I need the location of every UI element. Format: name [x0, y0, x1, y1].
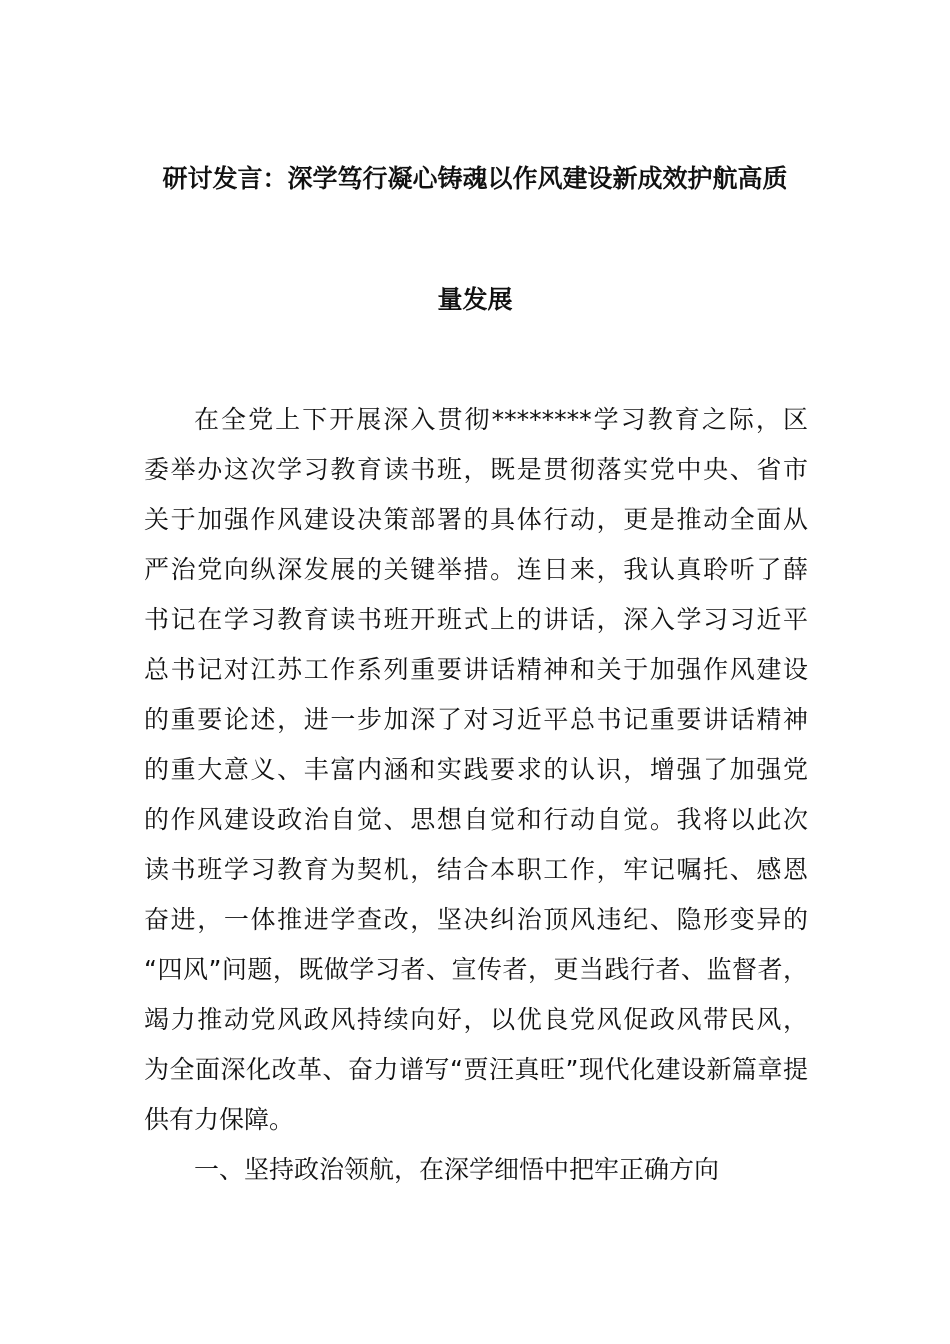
document-title-line-2: 量发展 — [437, 285, 513, 314]
document-title-line-1: 研讨发言：深学笃行凝心铸魂以作风建设新成效护航高质 — [162, 164, 788, 193]
paragraph-line: “四风”问题，既做学习者、宣传者，更当践行者、监督者， — [144, 955, 808, 984]
paragraph-line: 严治党向纵深发展的关键举措。连日来，我认真聆听了薛 — [144, 555, 808, 584]
paragraph-line: 为全面深化改革、奋力谱写“贾汪真旺”现代化建设新篇章提 — [144, 1055, 808, 1084]
paragraph-line: 在全党上下开展深入贯彻********学习教育之际，区 — [194, 405, 808, 434]
paragraph-line: 委举办这次学习教育读书班，既是贯彻落实党中央、省市 — [144, 455, 808, 484]
paragraph-line: 供有力保障。 — [144, 1105, 295, 1134]
paragraph-line: 关于加强作风建设决策部署的具体行动，更是推动全面从 — [144, 505, 808, 534]
paragraph-line: 竭力推动党风政风持续向好，以优良党风促政风带民风， — [144, 1005, 808, 1034]
section-heading: 一、坚持政治领航，在深学细悟中把牢正确方向 — [194, 1155, 720, 1184]
paragraph-line: 的重要论述，进一步加深了对习近平总书记重要讲话精神 — [144, 705, 808, 734]
paragraph-line: 读书班学习教育为契机，结合本职工作，牢记嘱托、感恩 — [144, 855, 808, 884]
paragraph-line: 书记在学习教育读书班开班式上的讲话，深入学习习近平 — [144, 605, 808, 634]
paragraph-line: 奋进，一体推进学查改，坚决纠治顶风违纪、隐形变异的 — [144, 905, 808, 934]
paragraph-line: 的作风建设政治自觉、思想自觉和行动自觉。我将以此次 — [144, 805, 808, 834]
paragraph-line: 总书记对江苏工作系列重要讲话精神和关于加强作风建设 — [144, 655, 808, 684]
paragraph-line: 的重大意义、丰富内涵和实践要求的认识，增强了加强党 — [144, 755, 808, 784]
